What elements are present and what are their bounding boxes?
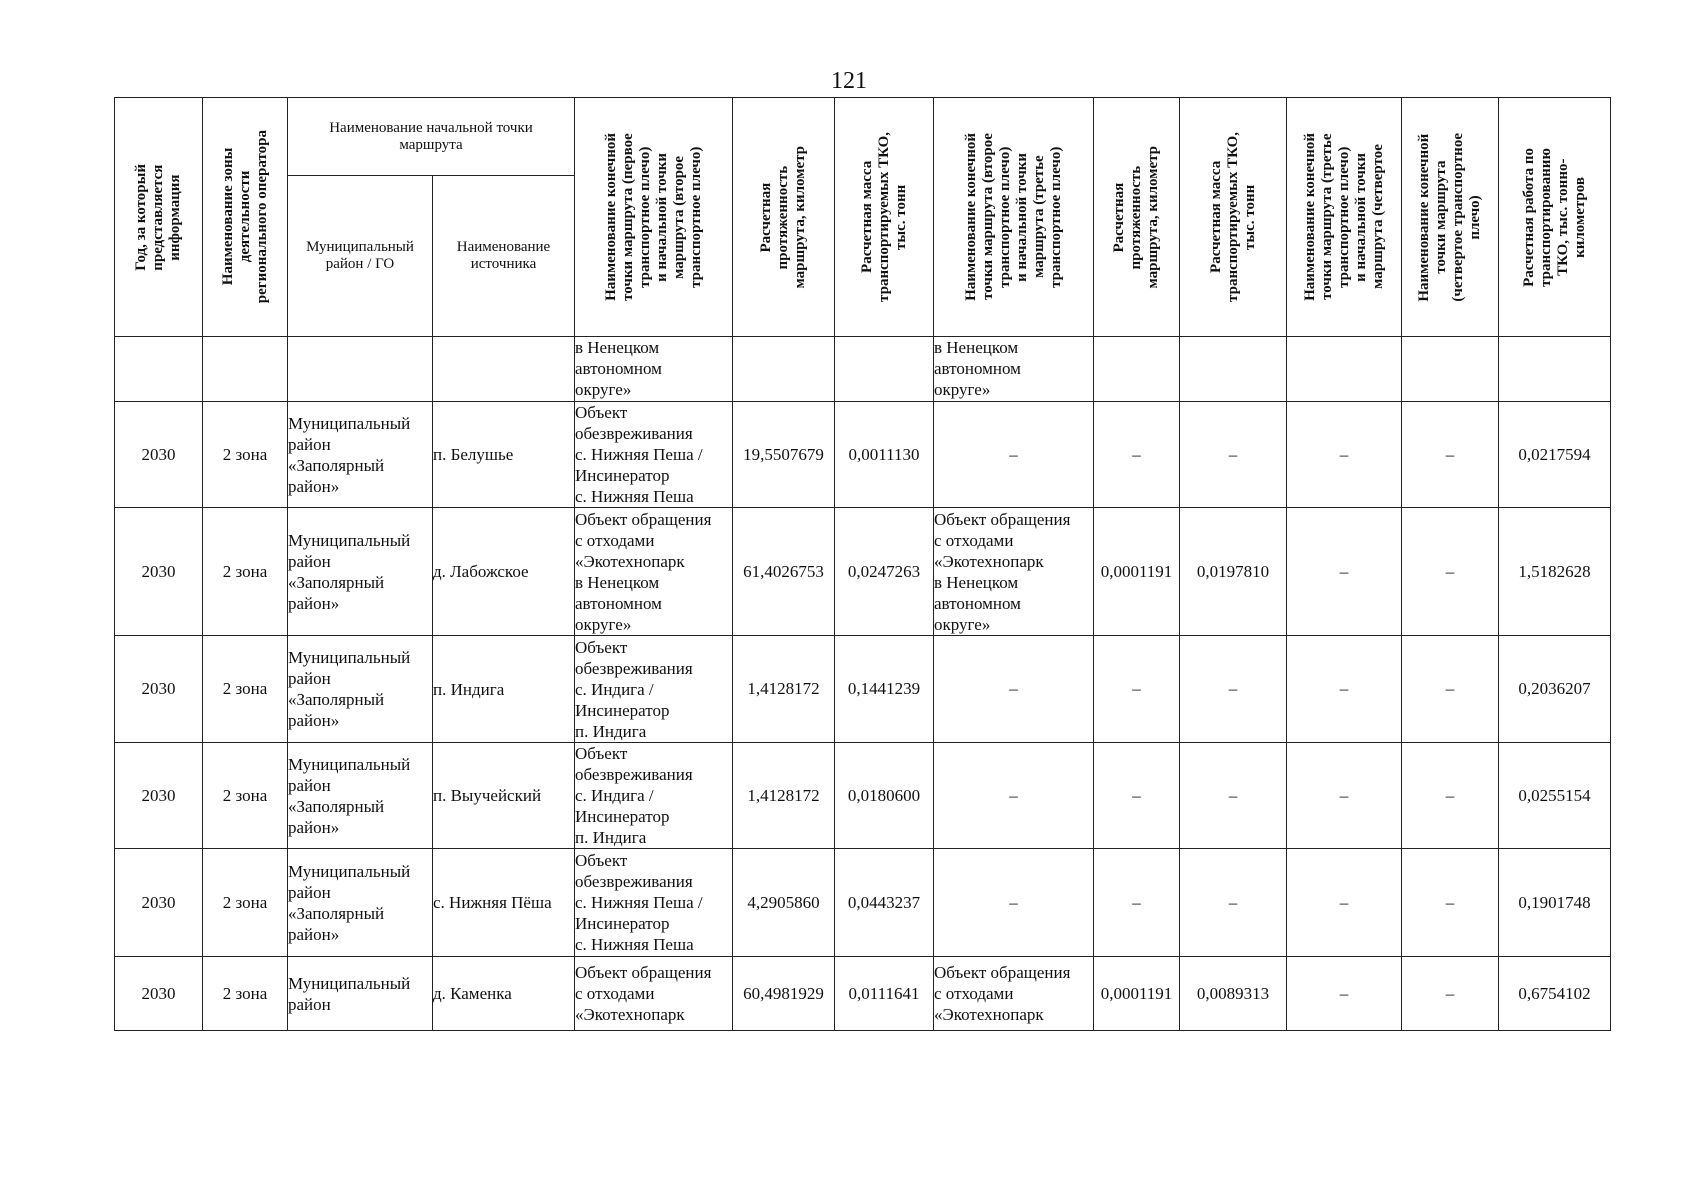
cell-empty (1180, 337, 1287, 402)
cell-empty (433, 337, 575, 402)
cell-municipality: Муниципальный район (288, 957, 433, 1031)
cell-end-point-1: Объект обезвреживания с. Нижняя Пеша / Инсинератор с. Нижняя Пеша (575, 849, 733, 957)
header-source: Наименование источника (433, 176, 575, 337)
cell-zone: 2 зона (203, 957, 288, 1031)
cell-mass-2: 0,0089313 (1180, 957, 1287, 1031)
cell-empty (1402, 337, 1499, 402)
cell-end-point-2: – (934, 402, 1094, 508)
cell-length-1: 61,4026753 (733, 508, 835, 636)
cell-end-point-2: в Ненецком автономном округе» (934, 337, 1094, 402)
cell-mass-2: 0,0197810 (1180, 508, 1287, 636)
cell-municipality: Муниципальный район «Заполярный район» (288, 402, 433, 508)
header-start-point: Наименование начальной точки маршрута (288, 98, 575, 176)
header-end-point-4: Наименование конечной точки маршрута (четвертое транспортное плечо) (1402, 98, 1499, 337)
cell-mass-1: 0,0111641 (835, 957, 934, 1031)
cell-work: 0,2036207 (1499, 636, 1611, 743)
cell-end-point-3: – (1287, 743, 1402, 849)
cell-end-point-1: Объект обезвреживания с. Индига / Инсинератор п. Индига (575, 636, 733, 743)
cell-end-point-2: – (934, 636, 1094, 743)
table-body (115, 337, 1611, 1031)
table-row (115, 402, 1611, 508)
cell-end-point-3: – (1287, 849, 1402, 957)
cell-municipality: Муниципальный район «Заполярный район» (288, 508, 433, 636)
header-length-1: Расчетная протяженность маршрута, километр (733, 98, 835, 337)
cell-length-2: – (1094, 636, 1180, 743)
cell-end-point-1: Объект обращения с отходами «Экотехнопарк (575, 957, 733, 1031)
cell-end-point-1: Объект обращения с отходами «Экотехнопарк в Ненецком автономном округе» (575, 508, 733, 636)
cell-source: д. Лабожское (433, 508, 575, 636)
cell-end-point-4: – (1402, 636, 1499, 743)
cell-zone: 2 зона (203, 743, 288, 849)
cell-length-2: – (1094, 849, 1180, 957)
header-mass-1: Расчетная масса транспортируемых ТКО, тыс. тонн (835, 98, 934, 337)
cell-length-1: 1,4128172 (733, 636, 835, 743)
cell-end-point-1: Объект обезвреживания с. Индига / Инсинератор п. Индига (575, 743, 733, 849)
cell-zone: 2 зона (203, 402, 288, 508)
cell-mass-1: 0,0180600 (835, 743, 934, 849)
cell-source: д. Каменка (433, 957, 575, 1031)
cell-mass-2: – (1180, 849, 1287, 957)
cell-year: 2030 (115, 508, 203, 636)
cell-length-1: 60,4981929 (733, 957, 835, 1031)
cell-end-point-4: – (1402, 743, 1499, 849)
header-zone: Наименование зоны деятельности регионального оператора (203, 98, 288, 337)
cell-end-point-2: Объект обращения с отходами «Экотехнопарк в Ненецком автономном округе» (934, 508, 1094, 636)
continuation-row (115, 337, 1611, 402)
cell-mass-1: 0,1441239 (835, 636, 934, 743)
table-row (115, 508, 1611, 636)
cell-source: п. Выучейский (433, 743, 575, 849)
cell-municipality: Муниципальный район «Заполярный район» (288, 849, 433, 957)
cell-end-point-1: Объект обезвреживания с. Нижняя Пеша / Инсинератор с. Нижняя Пеша (575, 402, 733, 508)
header-year: Год, за который представляется информация (115, 98, 203, 337)
table-row (115, 957, 1611, 1031)
table-row (115, 636, 1611, 743)
header-end-point-1: Наименование конечной точки маршрута (первое транспортное плечо) и начальной точки маршрута (второе транспортное плечо) (575, 98, 733, 337)
cell-work: 0,1901748 (1499, 849, 1611, 957)
cell-length-2: 0,0001191 (1094, 508, 1180, 636)
cell-empty (1287, 337, 1402, 402)
cell-work: 0,0255154 (1499, 743, 1611, 849)
cell-mass-2: – (1180, 636, 1287, 743)
cell-mass-2: – (1180, 743, 1287, 849)
cell-end-point-4: – (1402, 508, 1499, 636)
cell-end-point-3: – (1287, 636, 1402, 743)
header-length-2: Расчетная протяженность маршрута, километр (1094, 98, 1180, 337)
cell-empty (115, 337, 203, 402)
header-end-point-2: Наименование конечной точки маршрута (второе транспортное плечо) и начальной точки маршрута (третье транспортное плечо) (934, 98, 1094, 337)
cell-mass-1: 0,0247263 (835, 508, 934, 636)
cell-work: 0,0217594 (1499, 402, 1611, 508)
cell-municipality: Муниципальный район «Заполярный район» (288, 743, 433, 849)
table-row (115, 849, 1611, 957)
cell-source: п. Индига (433, 636, 575, 743)
cell-work: 0,6754102 (1499, 957, 1611, 1031)
cell-year: 2030 (115, 636, 203, 743)
cell-empty (733, 337, 835, 402)
cell-year: 2030 (115, 743, 203, 849)
table-row (115, 743, 1611, 849)
cell-end-point-4: – (1402, 402, 1499, 508)
cell-length-2: – (1094, 402, 1180, 508)
cell-zone: 2 зона (203, 849, 288, 957)
cell-year: 2030 (115, 849, 203, 957)
cell-mass-2: – (1180, 402, 1287, 508)
cell-source: с. Нижняя Пёша (433, 849, 575, 957)
cell-length-2: – (1094, 743, 1180, 849)
cell-zone: 2 зона (203, 508, 288, 636)
cell-empty (288, 337, 433, 402)
cell-end-point-4: – (1402, 957, 1499, 1031)
header-municipality: Муниципальный район / ГО (288, 176, 433, 337)
page-number: 121 (831, 68, 867, 94)
cell-source: п. Белушье (433, 402, 575, 508)
cell-end-point-2: Объект обращения с отходами «Экотехнопарк (934, 957, 1094, 1031)
cell-municipality: Муниципальный район «Заполярный район» (288, 636, 433, 743)
cell-mass-1: 0,0443237 (835, 849, 934, 957)
cell-empty (835, 337, 934, 402)
cell-end-point-2: – (934, 743, 1094, 849)
header-work: Расчетная работа по транспортированию ТКО, тыс. тонно- километров (1499, 98, 1611, 337)
cell-length-1: 19,5507679 (733, 402, 835, 508)
cell-mass-1: 0,0011130 (835, 402, 934, 508)
cell-work: 1,5182628 (1499, 508, 1611, 636)
cell-year: 2030 (115, 957, 203, 1031)
cell-empty (203, 337, 288, 402)
cell-end-point-3: – (1287, 402, 1402, 508)
cell-end-point-1: в Ненецком автономном округе» (575, 337, 733, 402)
cell-year: 2030 (115, 402, 203, 508)
routes-table (114, 97, 1611, 1031)
cell-end-point-3: – (1287, 957, 1402, 1031)
cell-end-point-3: – (1287, 508, 1402, 636)
cell-length-1: 1,4128172 (733, 743, 835, 849)
cell-empty (1094, 337, 1180, 402)
table-header (115, 98, 1611, 337)
cell-empty (1499, 337, 1611, 402)
cell-length-2: 0,0001191 (1094, 957, 1180, 1031)
cell-length-1: 4,2905860 (733, 849, 835, 957)
header-mass-2: Расчетная масса транспортируемых ТКО, тыс. тонн (1180, 98, 1287, 337)
cell-end-point-4: – (1402, 849, 1499, 957)
cell-zone: 2 зона (203, 636, 288, 743)
cell-end-point-2: – (934, 849, 1094, 957)
header-end-point-3: Наименование конечной точки маршрута (третье транспортное плечо) и начальной точки маршрута (четвертое (1287, 98, 1402, 337)
